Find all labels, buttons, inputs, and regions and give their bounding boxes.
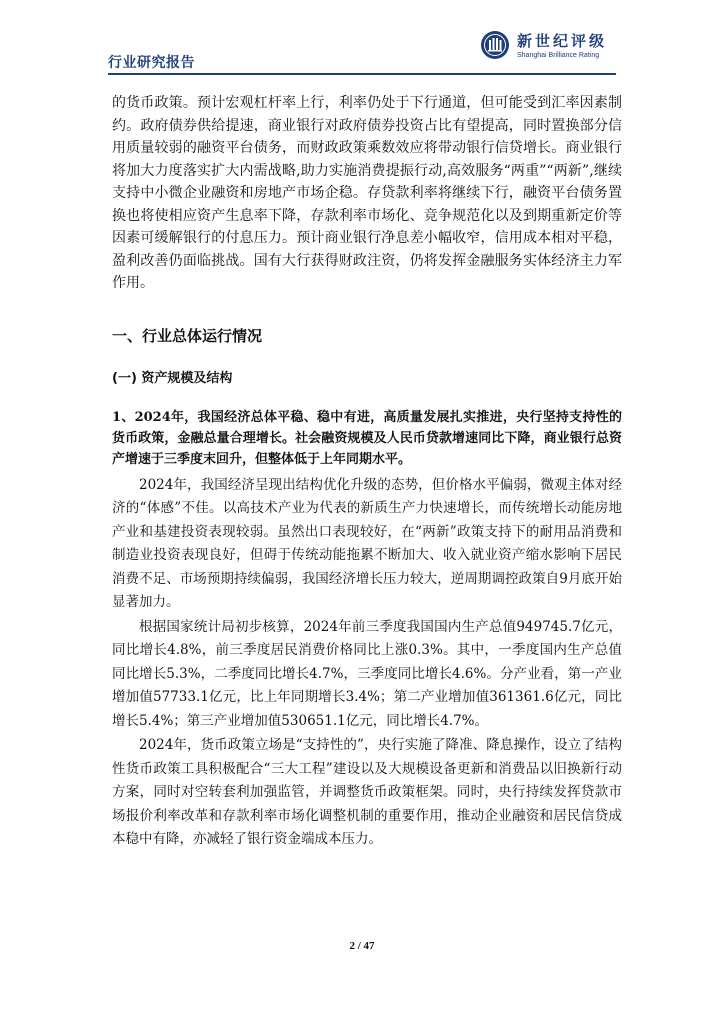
section-heading: 一、行业总体运行情况 [112, 326, 263, 345]
logo-name: 新世纪评级 [517, 32, 608, 50]
brilliance-logo-icon [480, 30, 510, 60]
page-header [108, 26, 616, 74]
subsection-heading: (一) 资产规模及结构 [112, 370, 233, 386]
intro-paragraph: 的货币政策。预计宏观杠杆率上行，利率仍处于下行通道，但可能受到汇率因素制约。政府债券供给提速，商业银行对政府债券投资占比有望提高，同时置换部分信用质量较弱的融资平台债务，而财政政策乘数效应将带动银行信贷增长。商业银行将加大力度落实扩大内需战略,助力实施消费提振行动,高效服务“两重”“两新”,继续支持中小微企业融资和房地产市场企稳。存贷款利率将继续下行，融资平台债务置换也将使相应资产生息率下降，存款利率市场化、竞争规范化以及到期重新定价等因素可缓解银行的付息压力。预计商业银行净息差小幅收窄，信用成本相对平稳，盈利改善仍面临挑战。国有大行获得财政注资，仍将发挥金融服务实体经济主力军作用。 [112, 95, 622, 291]
report-body [112, 92, 622, 852]
header-divider [108, 73, 616, 75]
section-title: 行业研究报告 [108, 55, 195, 71]
body-paragraph-monetary-policy: 2024年，货币政策立场是“支持性的”，央行实施了降准、降息操作，设立了结构性货币政策工具积极配合“三大工程”建设以及大规模设备更新和消费品以旧换新行动方案，同时对空转套利加强监管，并调整货币政策框架。同时，央行持续发挥贷款市场报价利率改革和存款利率市场化调整机制的重要作用，推动企业融资和居民信贷成本稳中有降，亦减轻了银行资金端成本压力。 [112, 737, 622, 847]
logo [480, 28, 616, 66]
body-paragraph-economy: 2024年，我国经济呈现出结构优化升级的态势，但价格水平偏弱，微观主体对经济的“体感”不佳。以高技术产业为代表的新质生产力快速增长，而传统增长动能房地产业和基建投资表现较弱。虽然出口表现较好，在“两新”政策支持下的耐用品消费和制造业投资表现良好，但碍于传统动能拖累不断加大、收入就业资产缩水影响下居民消费不足、市场预期持续偏弱，我国经济增长压力较大，逆周期调控政策自9月底开始显著加力。 [112, 476, 622, 610]
page-number: 2 / 47 [349, 940, 375, 952]
logo-subtitle: Shanghai Brilliance Rating [517, 52, 600, 59]
body-paragraph-gdp: 根据国家统计局初步核算，2024年前三季度我国国内生产总值949745.7亿元，同比增长4.8%，前三季度居民消费价格同比上涨0.3%。其中，一季度国内生产总值同比增长5.3%，二季度同比增长4.7%，三季度同比增长4.6%。分产业看，第一产业增加值57733.1亿元，比上年同期增长3.4%；第二产业增加值361361.6亿元，同比增长5.4%；第三产业增加值530651.1亿元，同比增长4.7%。 [112, 618, 622, 729]
key-point-paragraph: 1、2024年，我国经济总体平稳、稳中有进，高质量发展扎实推进，央行坚持支持性的货币政策，金融总量合理增长。社会融资规模及人民币贷款增速同比下降，商业银行总资产增速于三季度末回升，但整体低于上年同期水平。 [112, 409, 622, 467]
